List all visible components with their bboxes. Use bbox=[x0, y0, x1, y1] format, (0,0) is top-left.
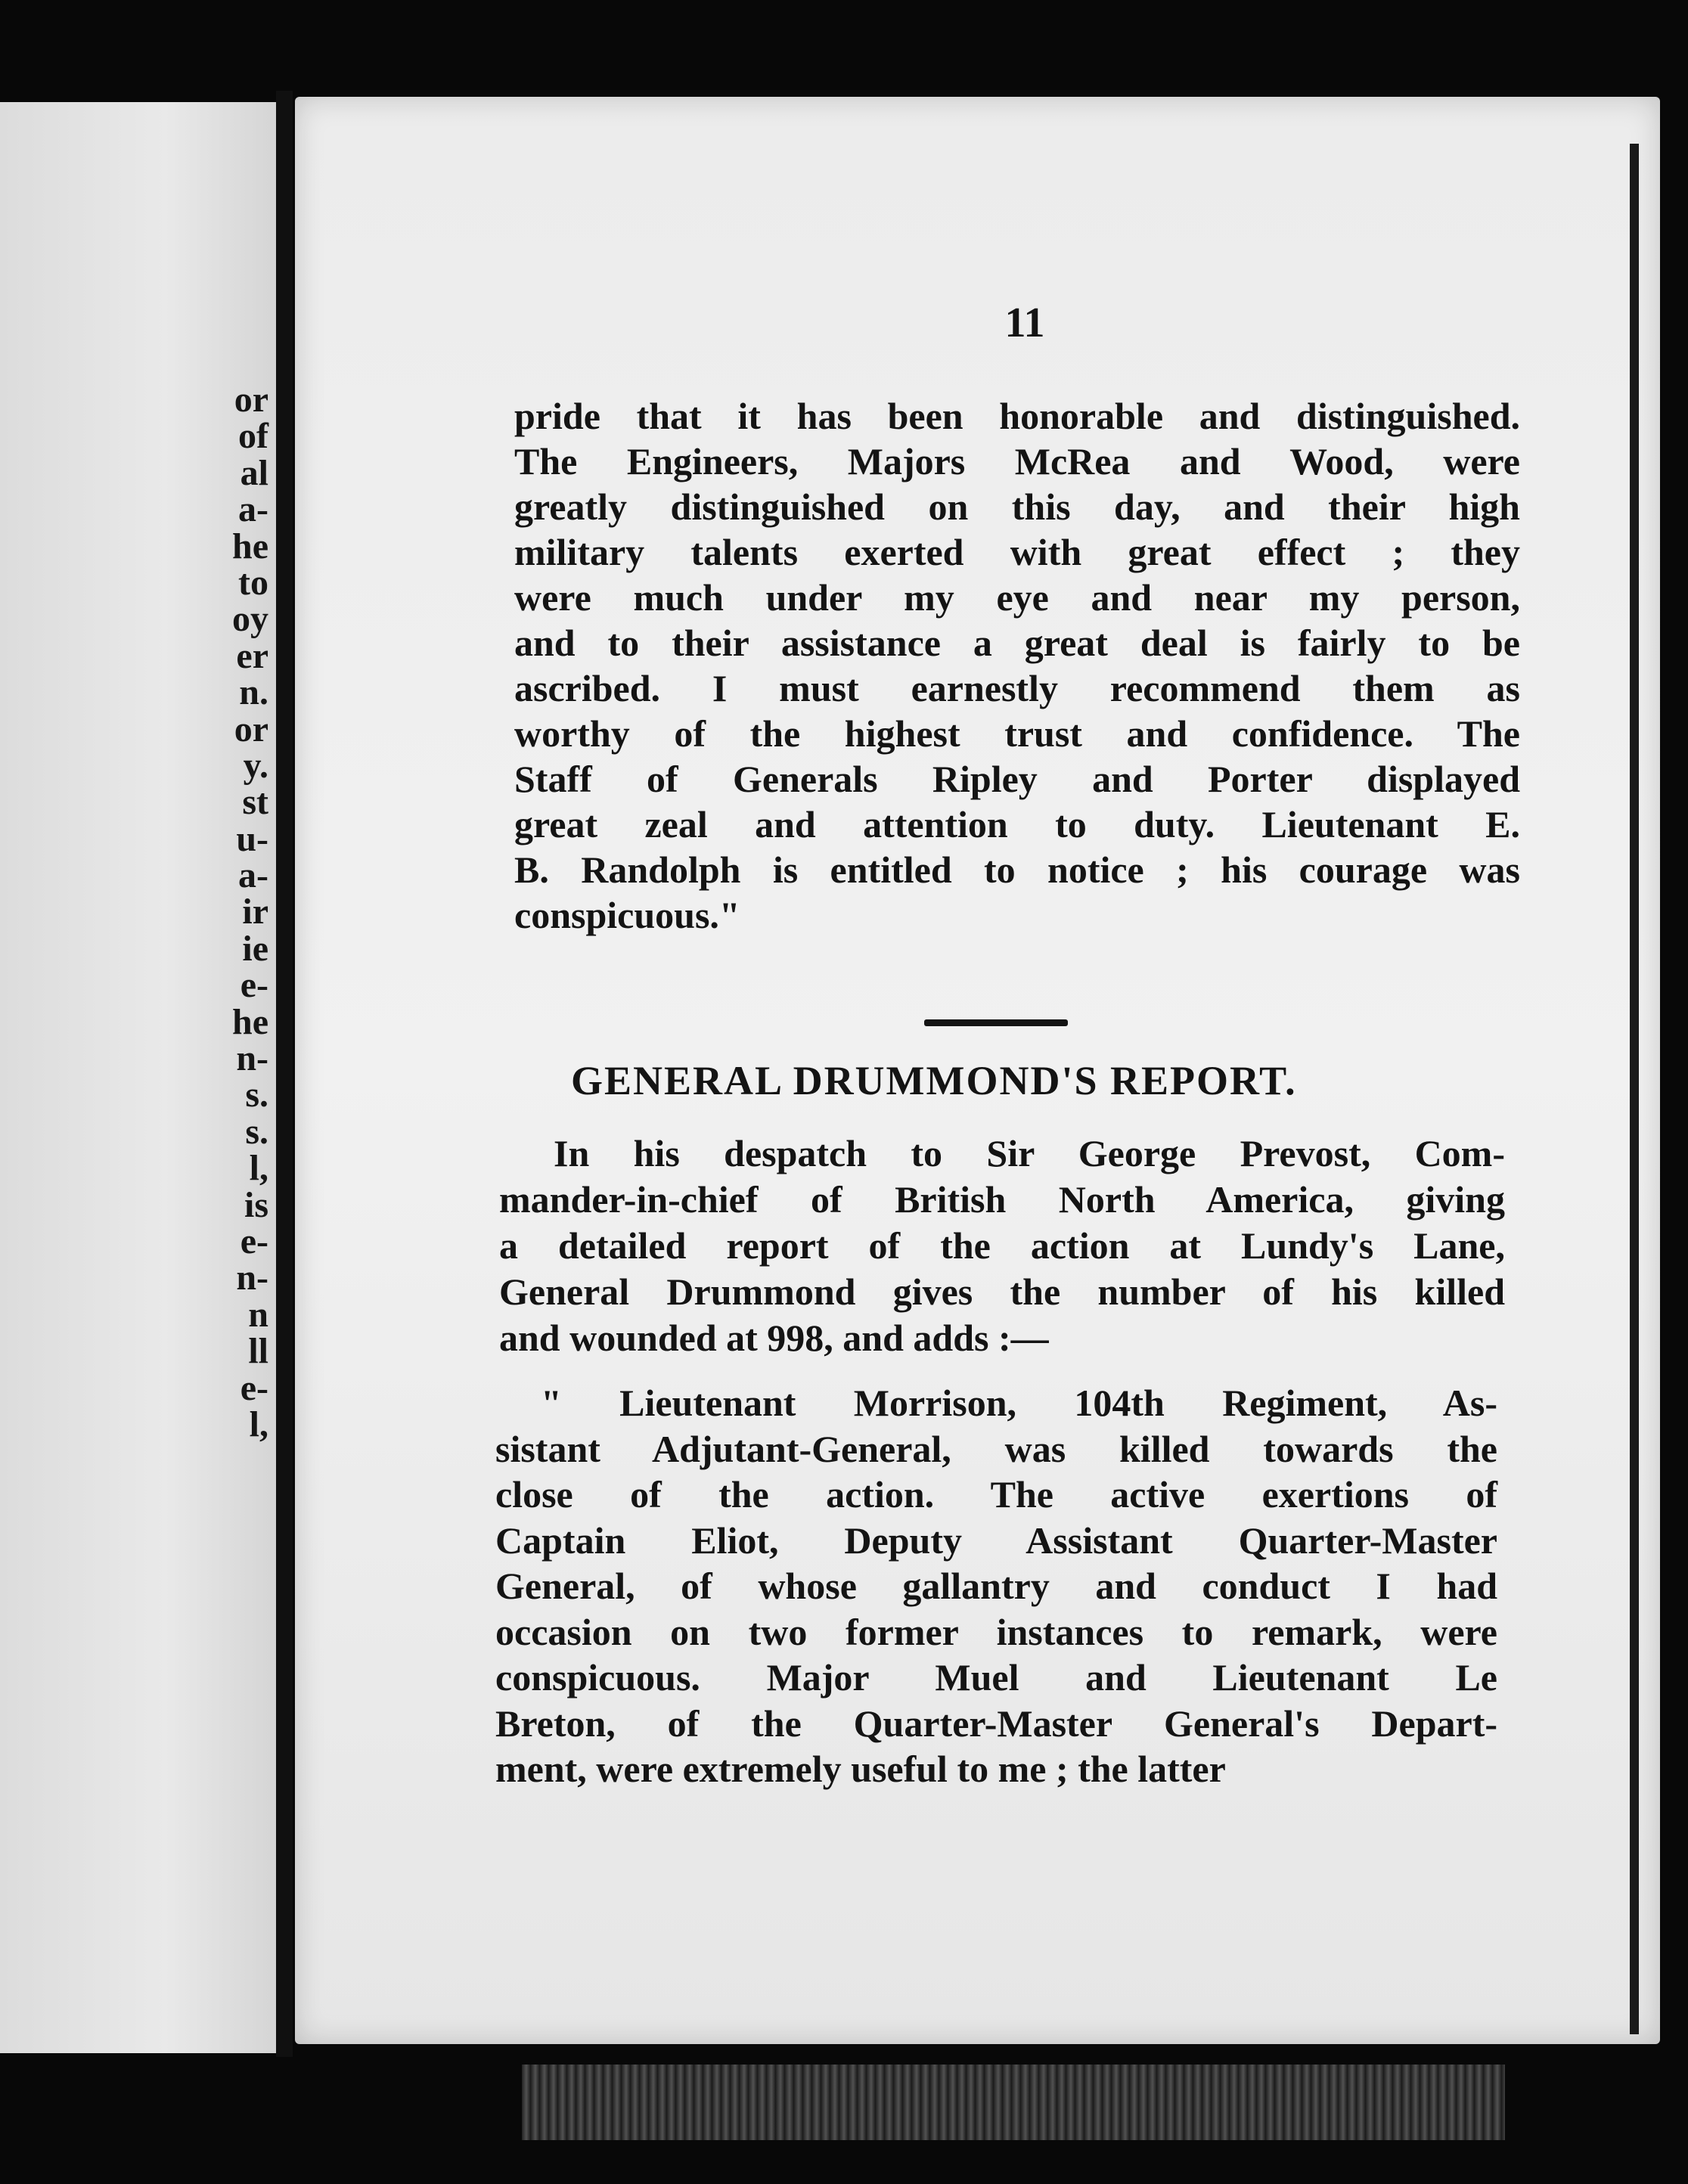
text-line: close of the action. The active exertions of bbox=[495, 1473, 1497, 1515]
previous-page-fragment-line: he bbox=[232, 526, 268, 566]
text-line: B. Randolph is entitled to notice ; his courage was bbox=[514, 848, 1520, 891]
text-line: In his despatch to Sir George Prevost, Com- bbox=[554, 1132, 1505, 1174]
text-line: ment, were extremely useful to me ; the latter bbox=[495, 1748, 1226, 1790]
previous-page-fragment-line: n- bbox=[236, 1258, 268, 1298]
text-line: sistant Adjutant-General, was killed towards the bbox=[495, 1427, 1497, 1470]
previous-page-fragment-line: or bbox=[234, 380, 268, 420]
previous-page-line-endings bbox=[232, 382, 268, 1443]
text-line: mander-in-chief of British North America, giving bbox=[499, 1178, 1505, 1221]
previous-page-fragment-line: l, bbox=[249, 1148, 268, 1189]
text-line: a detailed report of the action at Lundy's Lane, bbox=[499, 1224, 1505, 1267]
previous-page-fragment-line: s. bbox=[245, 1111, 268, 1152]
previous-page-fragment-line: u- bbox=[236, 818, 268, 859]
book-gutter bbox=[276, 91, 293, 2057]
previous-page-fragment-line: e- bbox=[240, 1367, 268, 1408]
previous-page-fragment-line: ll bbox=[248, 1331, 268, 1372]
text-line: worthy of the highest trust and confidence. The bbox=[514, 712, 1520, 755]
previous-page-fragment-line: a- bbox=[238, 855, 268, 896]
text-line: greatly distinguished on this day, and their high bbox=[514, 486, 1520, 528]
previous-page-fragment-line: e- bbox=[240, 1221, 268, 1261]
text-line: and wounded at 998, and adds :— bbox=[499, 1317, 1049, 1359]
paragraph-despatch-intro bbox=[499, 1131, 1505, 1361]
text-line: Breton, of the Quarter-Master General's Depart- bbox=[495, 1702, 1497, 1745]
previous-page-fragment bbox=[0, 102, 281, 2053]
previous-page-fragment-line: al bbox=[240, 452, 268, 493]
text-line: conspicuous. Major Muel and Lieutenant Le bbox=[495, 1656, 1497, 1698]
previous-page-fragment-line: st bbox=[242, 782, 268, 823]
previous-page-fragment-line: l, bbox=[249, 1404, 268, 1444]
text-line: General, of whose gallantry and conduct I had bbox=[495, 1565, 1497, 1607]
previous-page-fragment-line: ir bbox=[242, 892, 268, 932]
text-line: and to their assistance a great deal is fairly to be bbox=[514, 622, 1520, 664]
text-line: Captain Eliot, Deputy Assistant Quarter-Master bbox=[495, 1519, 1497, 1562]
previous-page-fragment-line: a- bbox=[238, 489, 268, 530]
text-line: occasion on two former instances to remark, were bbox=[495, 1610, 1497, 1653]
previous-page-fragment-line: is bbox=[244, 1184, 268, 1225]
text-line: great zeal and attention to duty. Lieutenant E. bbox=[514, 803, 1520, 845]
section-divider-rule bbox=[924, 1019, 1068, 1026]
previous-page-fragment-line: to bbox=[238, 562, 268, 603]
text-line: pride that it has been honorable and distinguished. bbox=[514, 395, 1520, 437]
page-edge bbox=[1630, 144, 1639, 2034]
paragraph-closing-quote bbox=[514, 393, 1520, 938]
text-line: Staff of Generals Ripley and Porter displayed bbox=[514, 758, 1520, 800]
text-line: military talents exerted with great effect ; they bbox=[514, 531, 1520, 573]
page-bottom-edge-artifact bbox=[522, 2065, 1505, 2140]
previous-page-fragment-line: y. bbox=[243, 745, 268, 786]
previous-page-fragment-line: er bbox=[236, 635, 268, 676]
text-line: ascribed. I must earnestly recommend them as bbox=[514, 667, 1520, 709]
previous-page-fragment-line: oy bbox=[232, 599, 268, 640]
section-heading: GENERAL DRUMMOND'S REPORT. bbox=[571, 1058, 1297, 1103]
text-line: " Lieutenant Morrison, 104th Regiment, As- bbox=[541, 1382, 1497, 1424]
previous-page-fragment-line: n- bbox=[236, 1038, 268, 1079]
text-line: The Engineers, Majors McRea and Wood, were bbox=[514, 440, 1520, 482]
text-line: were much under my eye and near my person, bbox=[514, 576, 1520, 619]
paragraph-drummond-quote bbox=[495, 1380, 1497, 1792]
text-line: General Drummond gives the number of his killed bbox=[499, 1270, 1505, 1313]
previous-page-fragment-line: or bbox=[234, 709, 268, 749]
previous-page-fragment-line: s. bbox=[245, 1075, 268, 1115]
previous-page-fragment-line: n bbox=[248, 1294, 268, 1335]
previous-page-fragment-line: ie bbox=[242, 928, 268, 969]
text-line: conspicuous." bbox=[514, 894, 740, 936]
previous-page-fragment-line: of bbox=[238, 416, 268, 457]
previous-page-fragment-line: he bbox=[232, 1001, 268, 1042]
previous-page-fragment-line: n. bbox=[239, 672, 268, 713]
previous-page-fragment-line: e- bbox=[240, 965, 268, 1006]
page-number: 11 bbox=[1004, 299, 1045, 346]
